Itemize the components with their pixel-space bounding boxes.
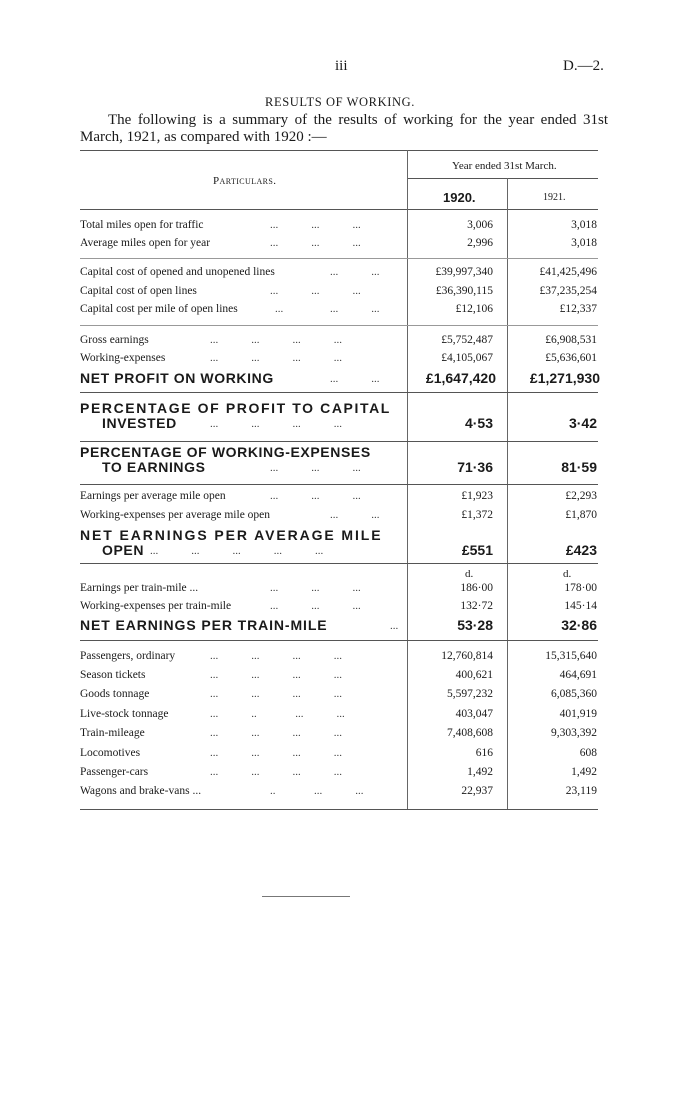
- leader-dots: ... ... ... ...: [210, 334, 342, 346]
- value-1921: 9,303,392: [551, 727, 597, 739]
- leader-dots: ... ... ...: [270, 462, 361, 474]
- row-label: Working-expenses per train-mile: [80, 600, 232, 612]
- value-1921: £423: [565, 542, 597, 558]
- value-1920: 53·28: [457, 617, 493, 633]
- section-rule: [80, 484, 598, 485]
- leader-dots: ... ... ... ...: [210, 747, 342, 759]
- page-number: iii: [335, 58, 348, 74]
- value-1920: £39,997,340: [435, 266, 493, 278]
- value-1921: 178·00: [564, 582, 597, 594]
- value-1920: 22,937: [461, 785, 493, 797]
- document-reference: D.—2.: [563, 58, 604, 74]
- row-label: Total miles open for traffic: [80, 219, 204, 231]
- unit-pence-1920: d.: [465, 568, 474, 580]
- value-1920: 71·36: [457, 459, 493, 475]
- row-label: Season tickets: [80, 669, 146, 681]
- value-1920: £36,390,115: [435, 285, 493, 297]
- value-1921: 145·14: [564, 600, 597, 612]
- value-1920: 12,760,814: [441, 650, 493, 662]
- value-1920: £5,752,487: [441, 334, 493, 346]
- leader-dots: ... ... ... ...: [210, 766, 342, 778]
- value-1921: £37,235,254: [539, 285, 597, 297]
- value-1920: 4·53: [464, 415, 493, 431]
- leader-dots: ... ... ... ...: [210, 650, 342, 662]
- leader-dots: ... ... ... ...: [210, 727, 342, 739]
- row-label: Gross earnings: [80, 334, 149, 346]
- row-label: Wagons and brake-vans ...: [80, 785, 202, 797]
- row-label-pct-profit: PERCENTAGE OF PROFIT TO CAPITAL: [80, 400, 391, 416]
- section-rule: [80, 563, 598, 564]
- header-group-rule: [408, 178, 598, 179]
- table-bottom-rule: [80, 809, 598, 810]
- value-1920: 616: [475, 747, 493, 759]
- column-divider-particulars: [407, 150, 408, 809]
- row-label-net-train: NET EARNINGS PER TRAIN-MILE: [80, 617, 328, 633]
- value-1920: 5,597,232: [447, 688, 493, 700]
- value-1921: £1,870: [565, 509, 597, 521]
- value-1920: 403,047: [455, 708, 493, 720]
- intro-paragraph: The following is a summary of the results of working for the year ended 31st March, 1921, as compared with 1920 :—: [80, 112, 608, 145]
- value-1920: 2,996: [467, 237, 493, 249]
- value-1921: £6,908,531: [545, 334, 597, 346]
- value-1921: 3,018: [571, 219, 597, 231]
- row-label: Capital cost per mile of open lines: [80, 303, 238, 315]
- leader-dots: ... ... ... ...: [210, 688, 342, 700]
- row-label-net-profit: NET PROFIT ON WORKING: [80, 370, 274, 386]
- row-label-pct-working: PERCENTAGE OF WORKING-EXPENSES: [80, 444, 371, 460]
- leader-dots: ...: [390, 620, 399, 632]
- value-1921: £12,337: [559, 303, 597, 315]
- row-label: Earnings per average mile open: [80, 490, 226, 502]
- value-1921: 23,119: [565, 785, 597, 797]
- row-label: Working-expenses: [80, 352, 166, 364]
- year-1920-header: 1920.: [443, 190, 476, 205]
- leader-dots: .. ... ...: [270, 785, 364, 797]
- row-label: Locomotives: [80, 747, 141, 759]
- row-label: Capital cost of opened and unopened lines: [80, 266, 275, 278]
- leader-dots: ... ... ...: [270, 237, 361, 249]
- section-rule: [80, 392, 598, 393]
- value-1920: 3,006: [467, 219, 493, 231]
- value-1920: £551: [461, 542, 493, 558]
- header-bottom-rule: [80, 209, 598, 210]
- row-label: Earnings per train-mile ...: [80, 582, 199, 594]
- value-1921: £2,293: [565, 490, 597, 502]
- value-1921: 15,315,640: [545, 650, 597, 662]
- row-label-pct-profit-cont: INVESTED: [102, 415, 177, 431]
- closing-rule: [262, 896, 350, 897]
- leader-dots: ... ... ...: [270, 582, 361, 594]
- leader-dots: ... ... ...: [270, 219, 361, 231]
- row-label: Passengers, ordinary: [80, 650, 176, 662]
- table-top-rule: [80, 150, 598, 151]
- leader-dots: ... ... ...: [270, 600, 361, 612]
- section-rule: [80, 640, 598, 641]
- leader-dots: ... ... ... ... ...: [150, 545, 324, 557]
- row-label-net-mile-cont: OPEN: [102, 542, 145, 558]
- value-1921: 401,919: [559, 708, 597, 720]
- section-rule: [80, 325, 598, 326]
- leader-dots: ... ... ...: [275, 303, 380, 315]
- leader-dots: ... ... ...: [270, 285, 361, 297]
- row-label: Passenger-cars: [80, 766, 149, 778]
- section-rule: [80, 258, 598, 259]
- leader-dots: ... .. ... ...: [210, 708, 345, 720]
- leader-dots: ... ... ...: [270, 490, 361, 502]
- row-label: Average miles open for year: [80, 237, 211, 249]
- row-label: Goods tonnage: [80, 688, 150, 700]
- value-1921: £5,636,601: [545, 352, 597, 364]
- value-1921: £41,425,496: [539, 266, 597, 278]
- leader-dots: ... ...: [330, 373, 380, 385]
- value-1921: £1,271,930: [529, 370, 600, 386]
- value-1920: 1,492: [467, 766, 493, 778]
- year-group-header: Year ended 31st March.: [452, 160, 557, 172]
- value-1920: £4,105,067: [441, 352, 493, 364]
- leader-dots: ... ...: [330, 266, 380, 278]
- page-title: RESULTS OF WORKING.: [265, 95, 415, 109]
- value-1921: 81·59: [561, 459, 597, 475]
- value-1920: 132·72: [460, 600, 493, 612]
- row-label: Train-mileage: [80, 727, 145, 739]
- value-1921: 6,085,360: [551, 688, 597, 700]
- row-label-net-mile: NET EARNINGS PER AVERAGE MILE: [80, 527, 383, 543]
- value-1920: 186·00: [460, 582, 493, 594]
- row-label-pct-working-cont: TO EARNINGS: [102, 459, 206, 475]
- value-1920: £1,372: [461, 509, 493, 521]
- value-1921: 3,018: [571, 237, 597, 249]
- leader-dots: ... ... ... ...: [210, 352, 342, 364]
- row-label: Working-expenses per average mile open: [80, 509, 271, 521]
- value-1921: 464,691: [559, 669, 597, 681]
- column-divider-years: [507, 178, 508, 809]
- year-1921-header: 1921.: [543, 192, 566, 203]
- leader-dots: ... ... ... ...: [210, 418, 342, 430]
- particulars-header: Particulars.: [213, 175, 277, 187]
- row-label: Capital cost of open lines: [80, 285, 197, 297]
- unit-pence-1921: d.: [563, 568, 572, 580]
- value-1920: £1,923: [461, 490, 493, 502]
- section-rule: [80, 441, 598, 442]
- value-1920: 400,621: [455, 669, 493, 681]
- value-1920: 7,408,608: [447, 727, 493, 739]
- leader-dots: ... ... ... ...: [210, 669, 342, 681]
- value-1921: 1,492: [571, 766, 597, 778]
- value-1920: £12,106: [455, 303, 493, 315]
- value-1921: 32·86: [561, 617, 597, 633]
- value-1920: £1,647,420: [425, 370, 496, 386]
- row-label: Live-stock tonnage: [80, 708, 169, 720]
- value-1921: 608: [579, 747, 597, 759]
- value-1921: 3·42: [568, 415, 597, 431]
- leader-dots: ... ...: [330, 509, 380, 521]
